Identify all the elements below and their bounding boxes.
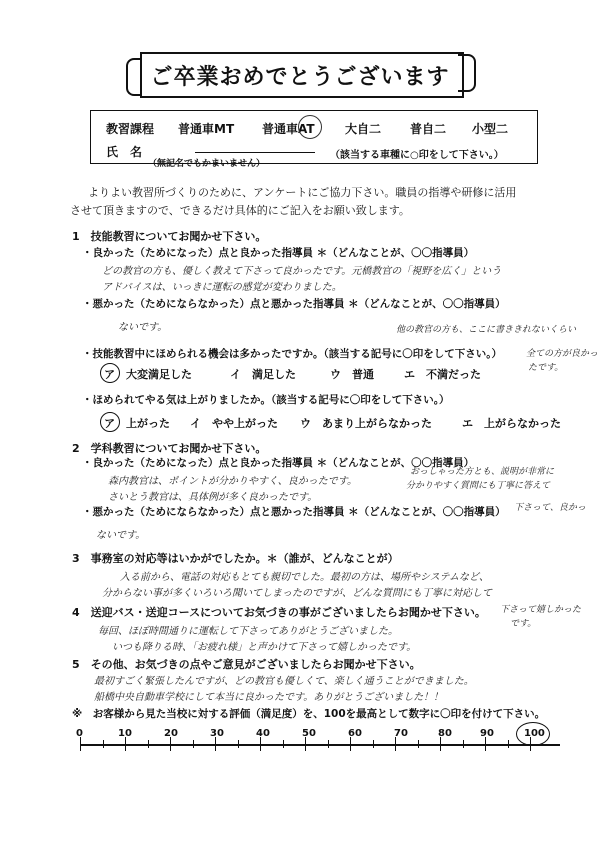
scale-label-100[interactable]: 100 <box>524 728 545 739</box>
scale-tick <box>350 737 351 751</box>
section5-answer-1: 最初すごく緊張したんですが、どの教官も優しくて、楽しく通うことができました。 <box>94 676 474 687</box>
scale-label-20[interactable]: 20 <box>164 728 178 739</box>
section1-praise-question: ・技能教習中にほめられる機会は多かったですか。（該当する記号に〇印をして下さい。） <box>82 348 502 360</box>
scale-tick <box>238 740 239 748</box>
section1-bad-question: ・悪かった（ためにならなかった）点と悪かった指導員 ＊（どんなことが、〇〇指導員） <box>82 298 506 310</box>
name-note: （無記名でもかまいません） <box>148 159 266 169</box>
scale-tick <box>215 737 216 751</box>
name-label: 氏 名 <box>106 145 143 159</box>
intro-line-1: よりよい教習所づくりのために、アンケートにご協力下さい。職員の指導や研修に活用 <box>88 186 517 199</box>
scale-label-10[interactable]: 10 <box>118 728 132 739</box>
scale-label-30[interactable]: 30 <box>210 728 224 739</box>
section1-heading: 1 技能教習についてお聞かせ下さい。 <box>72 230 267 243</box>
scale-label-0[interactable]: 0 <box>76 728 83 739</box>
section1-motivation-option-a[interactable]: ア 上がった <box>104 417 170 430</box>
scale-label-70[interactable]: 70 <box>394 728 408 739</box>
section2-bad-answer: ないです。 <box>96 530 146 541</box>
scale-tick <box>80 737 81 751</box>
course-label: 教習課程 <box>106 122 155 136</box>
scale-tick <box>373 740 374 748</box>
section1-motivation-option-b[interactable]: イ やや上がった <box>190 417 278 430</box>
section2-good-answer-2: さいとう教官は、具体例が多く良かったです。 <box>108 492 318 503</box>
scale-tick <box>508 740 509 748</box>
section1-good-answer-1: どの教官の方も、優しく教えて下さって良かったです。元橋教官の「視野を広く」という <box>102 266 502 277</box>
scale-tick <box>260 737 261 751</box>
course-at-circle-mark <box>298 115 322 139</box>
section1-good-question: ・良かった（ためになった）点と良かった指導員 ＊（どんなことが、〇〇指導員） <box>82 247 475 259</box>
section1-praise-option-a[interactable]: ア 大変満足した <box>104 368 192 381</box>
scale-tick <box>463 740 464 748</box>
scale-label-40[interactable]: 40 <box>256 728 270 739</box>
scale-tick <box>148 740 149 748</box>
course-option-mt[interactable]: 普通車MT <box>178 122 235 136</box>
scale-tick <box>193 740 194 748</box>
section1-motivation-option-d[interactable]: エ 上がらなかった <box>462 417 561 430</box>
section3-heading: 3 事務室の対応等はいかがでしたか。＊（誰が、どんなことが） <box>72 552 399 565</box>
section1-bad-answer: ないです。 <box>118 322 168 333</box>
section3-answer-1: 入る前から、電話の対応もとても親切でした。最初の方は、場所やシステムなど、 <box>120 572 489 583</box>
rating-scale-line <box>80 744 560 746</box>
section1-praise-side-2: たです。 <box>528 363 564 373</box>
scale-tick <box>485 737 486 751</box>
section1-praise-option-b[interactable]: イ 満足した <box>230 368 296 381</box>
section4-answer-2: いつも降りる時、「お疲れ様」と声かけて下さって嬉しかったです。 <box>112 642 417 653</box>
name-field-line[interactable] <box>195 152 315 153</box>
scale-tick <box>530 737 531 751</box>
scale-label-90[interactable]: 90 <box>480 728 494 739</box>
course-option-fujini[interactable]: 普自二 <box>410 122 447 136</box>
section1-praise-side-1: 全ての方が良かっ <box>526 349 599 359</box>
section2-good-side-1: おっしゃった方とも、説明が非常に <box>410 467 555 477</box>
title-scroll-right <box>458 54 476 92</box>
intro-line-2: させて頂きますので、できるだけ具体的にご記入をお願い致します。 <box>70 204 410 217</box>
section2-bad-question: ・悪かった（ためにならなかった）点と悪かった指導員 ＊（どんなことが、〇〇指導員） <box>82 506 506 518</box>
section4-side-2: です。 <box>510 619 537 629</box>
section2-good-question: ・良かった（ためになった）点と良かった指導員 ＊（どんなことが、〇〇指導員） <box>82 457 475 469</box>
course-option-daijini[interactable]: 大自二 <box>345 122 382 136</box>
rating-circle-mark <box>516 722 550 746</box>
section4-side-1: 下さって嬉しかった <box>500 605 582 615</box>
scale-tick <box>170 737 171 751</box>
section5-heading: 5 その他、お気づきの点やご意見がございましたらお聞かせ下さい。 <box>72 658 421 671</box>
course-note: （該当する車種に○印をして下さい。） <box>330 150 504 161</box>
scale-tick <box>103 740 104 748</box>
scale-tick <box>328 740 329 748</box>
scale-tick <box>395 737 396 751</box>
section1-bad-side-note: 他の教官の方も、ここに書ききれないくらい <box>396 325 577 335</box>
section2-heading: 2 学科教習についてお聞かせ下さい。 <box>72 442 267 455</box>
scale-tick <box>440 737 441 751</box>
scale-label-50[interactable]: 50 <box>302 728 316 739</box>
scale-label-60[interactable]: 60 <box>348 728 362 739</box>
section1-good-answer-2: アドバイスは、いっきに運転の感覚が変わりました。 <box>102 282 342 293</box>
section2-good-side-2: 分かりやすく質問にも丁寧に答えて <box>406 481 551 491</box>
section4-answer-1: 毎回、ほぼ時間通りに運転して下さってありがとうございました。 <box>98 626 398 637</box>
section3-answer-2: 分からない事が多くいろいろ聞いてしまったのですが、どんな質問にも丁寧に対応して <box>102 588 492 599</box>
scale-tick <box>418 740 419 748</box>
scale-tick <box>305 737 306 751</box>
course-option-kogatani[interactable]: 小型二 <box>472 122 509 136</box>
section2-good-side-3: 下さって、良かっ <box>514 503 586 513</box>
section1-praise-option-d[interactable]: エ 不満だった <box>404 368 481 381</box>
scale-tick <box>125 737 126 751</box>
section2-good-answer-1: 森内教官は、ポイントが分かりやすく、良かったです。 <box>108 476 357 487</box>
section1-motivation-question: ・ほめられてやる気は上がりましたか。（該当する記号に〇印をして下さい。） <box>82 394 450 406</box>
page-title: ご卒業おめでとうございます <box>150 65 450 90</box>
scale-tick <box>283 740 284 748</box>
section5-answer-2: 船橋中央自動車学校にして本当に良かったです。ありがとうございました！！ <box>94 692 444 703</box>
section4-heading: 4 送迎バス・送迎コースについてお気づきの事がございましたらお聞かせ下さい。 <box>72 606 486 619</box>
section1-praise-option-c[interactable]: ウ 普通 <box>330 368 374 381</box>
rating-note: ※ お客様から見た当校に対する評価（満足度）を、100を最高として数字に〇印を付けて下さい。 <box>72 708 546 720</box>
scale-label-80[interactable]: 80 <box>438 728 452 739</box>
course-option-at[interactable]: 普通車AT <box>262 122 315 136</box>
section1-motivation-option-c[interactable]: ウ あまり上がらなかった <box>300 417 432 430</box>
